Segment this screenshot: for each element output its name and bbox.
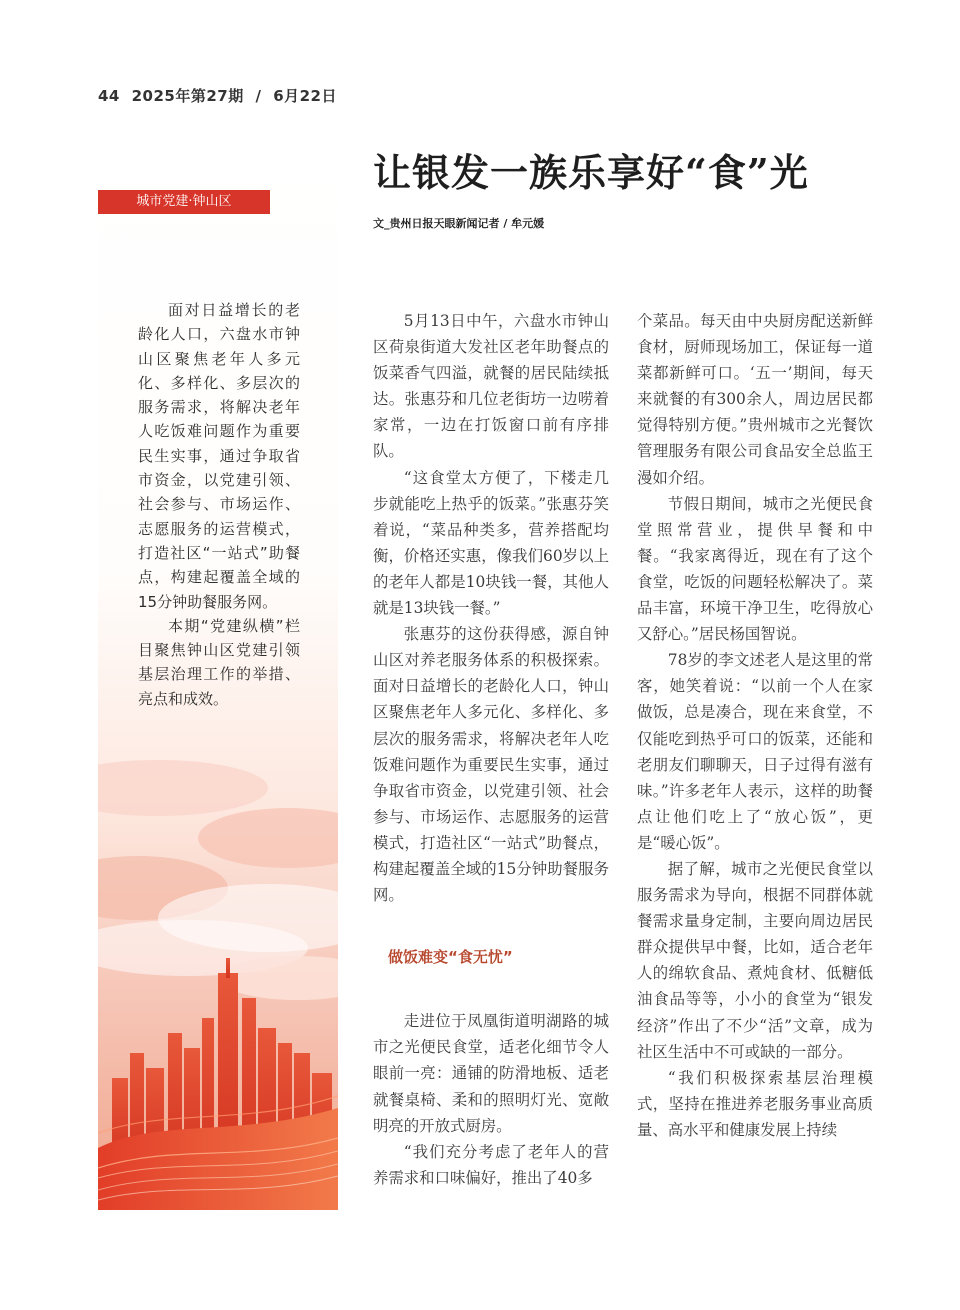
sidebar-intro-paragraph: 面对日益增长的老龄化人口，六盘水市钟山区聚焦老年人多元化、多样化、多层次的服务需求，将解决老年人吃饭难问题作为重要民生实事，通过争取省市资金，以党建引领、社会参与、市场运作、志愿服务的运营模式，打造社区“一站式”助餐点，构建起覆盖全域的15分钟助餐服务网。 xyxy=(138,301,300,611)
issue-label: 2025年第27期 xyxy=(131,87,244,105)
article-paragraph: 张惠芬的这份获得感，源自钟山区对养老服务体系的积极探索。面对日益增长的老龄化人口，钟山区聚焦老年人多元化、多样化、多层次的服务需求，将解决老年人吃饭难问题作为重要民生实事，通过争取省市资金，以党建引领、社会参与、市场运作、志愿服务的运营模式，打造社区“一站式”助餐点，构建起覆盖全域的15分钟助餐服务网。 xyxy=(373,625,609,905)
sidebar-panel xyxy=(98,148,338,1210)
column-tag: 城市党建·钟山区 xyxy=(98,190,270,214)
article-paragraph: 78岁的李文述老人是这里的常客，她笑着说：“以前一个人在家做饭，总是凑合，现在来食堂，不仅能吃到热乎可口的饭菜，还能和老朋友们聊聊天，日子过得有滋有味。”许多老年人表示，这样的助餐点让他们吃上了“放心饭”，更是“暖心饭”。 xyxy=(637,651,873,852)
section-subheading: 做饭难变“食无忧” xyxy=(388,948,513,967)
article-paragraph: 5月13日中午，六盘水市钟山区荷泉街道大发社区老年助餐点的饭菜香气四溢，就餐的居民陆续抵达。张惠芬和几位老街坊一边唠着家常，一边在打饭窗口前有序排队。 xyxy=(373,312,609,461)
sidebar-column-note: 本期“党建纵横”栏目聚焦钟山区党建引领基层治理工作的举措、亮点和成效。 xyxy=(138,616,300,708)
article-column-2 xyxy=(637,308,873,1143)
article-paragraph: 据了解，城市之光便民食堂以服务需求为导向，根据不同群体就餐需求量身定制，主要向周边居民群众提供早中餐，比如，适合老年人的绵软食品、煮炖食材、低糖低油食品等等，小小的食堂为“银发经济”作出了不少“活”文章，成为社区生活中不可或缺的一部分。 xyxy=(637,859,873,1061)
article-paragraph: “这食堂太方便了，下楼走几步就能吃上热乎的饭菜。”张惠芬笑着说，“菜品种类多，营养搭配均衡，价格还实惠，像我们60岁以上的老年人都是10块钱一餐，其他人就是13块钱一餐。” xyxy=(373,468,609,618)
article-paragraph: 个菜品。每天由中央厨房配送新鲜食材，厨师现场加工，保证每一道菜都新鲜可口。‘五一’期间，每天来就餐的有300余人，周边居民都觉得特别方便。”贵州城市之光餐饮管理服务有限公司食品安全总监王漫如介绍。 xyxy=(637,312,873,487)
page-header xyxy=(98,85,343,106)
article-title: 让银发一族乐享好“食”光 xyxy=(373,150,809,195)
article-paragraph: “我们充分考虑了老年人的营养需求和口味偏好，推出了40多 xyxy=(373,1142,609,1187)
article-paragraph: “我们积极探索基层治理模式，坚持在推进养老服务事业高质量、高水平和健康发展上持续 xyxy=(637,1068,873,1139)
article-paragraph: 节假日期间，城市之光便民食堂照常营业，提供早餐和中餐。“我家离得近，现在有了这个食堂，吃饭的问题轻松解决了。菜品丰富，环境干净卫生，吃得放心又舒心。”居民杨国智说。 xyxy=(637,494,873,644)
article-byline: 文_贵州日报天眼新闻记者 / 牟元媛 xyxy=(373,217,545,230)
sidebar-intro xyxy=(138,298,300,711)
page-number: 44 xyxy=(98,87,120,105)
issue-date: 6月22日 xyxy=(273,87,337,105)
article-column-1 xyxy=(373,308,609,1191)
header-separator: / xyxy=(255,87,262,105)
article-paragraph: 走进位于凤凰街道明湖路的城市之光便民食堂，适老化细节令人眼前一亮：通铺的防滑地板、适老就餐桌椅、柔和的照明灯光、宽敞明亮的开放式厨房。 xyxy=(373,1012,609,1135)
